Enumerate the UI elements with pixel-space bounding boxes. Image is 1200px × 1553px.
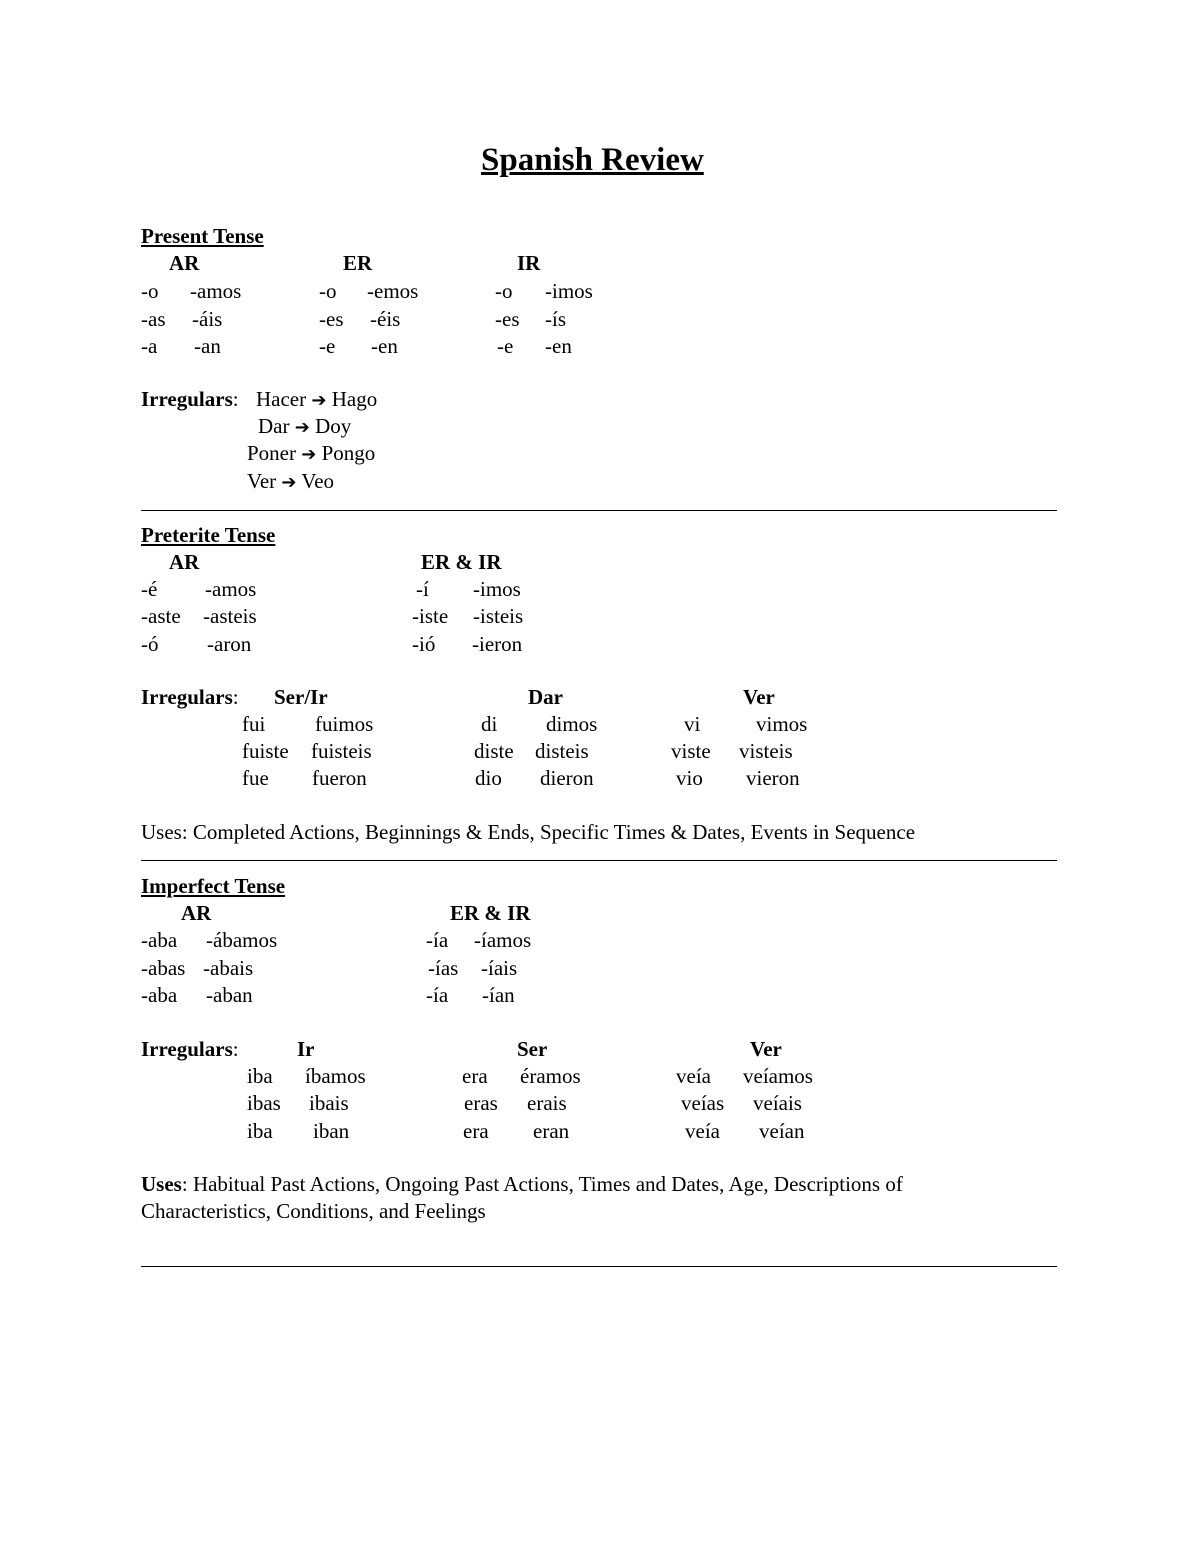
present-ir-1s: -o [495,279,513,303]
imperfect-er-2p: -íais [481,956,518,980]
ver-pret-2p: visteis [739,739,793,763]
ser-imp-2s: eras [464,1091,498,1115]
ver-imp-2p: veíais [753,1091,802,1115]
present-er-2p: -éis [370,307,401,331]
present-ir-3s: -e [497,334,514,358]
dar-2s: diste [474,739,514,763]
ver-pret-1s: vi [684,712,701,736]
imperfect-uses-line-1: Uses: Habitual Past Actions, Ongoing Past Actions, Times and Dates, Age, Descriptions of [141,1172,903,1196]
present-ir-1p: -imos [545,279,593,303]
ser-ir-2s: fuiste [242,739,289,763]
imperfect-ar-3s: -aba [141,983,178,1007]
yo-form: Doy [315,414,352,438]
ver-imp-1s: veía [676,1064,711,1088]
imperfect-er-3s: -ía [426,983,449,1007]
ver-imp-3p: veían [759,1119,805,1143]
ver-pret-1p: vimos [756,712,808,736]
present-ir-2s: -es [495,307,520,331]
irregulars-label-text: Irregulars [141,1037,233,1061]
present-col-ir: IR [517,251,541,275]
imperfect-verb-ir: Ir [297,1037,315,1061]
present-irregular-hacer [256,389,377,410]
imperfect-er-1s: -ía [426,928,449,952]
preterite-verb-ver: Ver [743,685,775,709]
ver-pret-2s: viste [671,739,711,763]
present-er-3s: -e [319,334,336,358]
ir-imp-1p: íbamos [305,1064,366,1088]
imperfect-ar-1s: -aba [141,928,178,952]
uses-text: Habitual Past Actions, Ongoing Past Actions, Times and Dates, Age, Descriptions of [192,1172,903,1196]
present-ir-2p: -ís [545,307,566,331]
preterite-ar-1s: -é [141,577,158,601]
preterite-verb-dar: Dar [528,685,563,709]
section-divider [141,510,1057,511]
preterite-ar-2s: -aste [141,604,181,628]
ver-imp-3s: veía [685,1119,720,1143]
preterite-col-er-ir: ER & IR [421,550,502,574]
irregulars-label-text: Irregulars [141,685,233,709]
infinitive: Poner [247,441,296,465]
ser-ir-1s: fui [242,712,266,736]
preterite-heading: Preterite Tense [141,523,276,547]
preterite-er-1p: -imos [473,577,521,601]
present-ar-3s: -a [141,334,158,358]
infinitive: Hacer [256,387,307,411]
present-irregulars-label: Irregulars: [141,387,239,411]
present-er-2s: -es [319,307,344,331]
section-divider [141,1266,1057,1267]
yo-form: Hago [331,387,378,411]
present-ar-1s: -o [141,279,159,303]
ir-imp-3s: iba [247,1119,273,1143]
imperfect-er-2s: -ías [428,956,459,980]
ser-imp-1p: éramos [520,1064,581,1088]
ir-imp-3p: iban [313,1119,350,1143]
present-irregular-dar [258,416,351,437]
ser-imp-3s: era [463,1119,489,1143]
imperfect-ar-2s: -abas [141,956,186,980]
infinitive: Dar [258,414,290,438]
imperfect-verb-ser: Ser [517,1037,548,1061]
present-col-er: ER [343,251,373,275]
ir-imp-2p: ibais [309,1091,349,1115]
dar-3p: dieron [540,766,594,790]
arrow-right-icon: ➔ [301,444,317,465]
imperfect-verb-ver: Ver [750,1037,782,1061]
present-ar-2s: -as [141,307,166,331]
preterite-ar-1p: -amos [205,577,257,601]
preterite-er-3s: -ió [412,632,436,656]
dar-1p: dimos [546,712,598,736]
dar-2p: disteis [535,739,589,763]
present-ar-3p: -an [194,334,221,358]
dar-3s: dio [475,766,502,790]
ver-imp-1p: veíamos [743,1064,813,1088]
preterite-er-2p: -isteis [473,604,524,628]
ver-pret-3s: vio [676,766,703,790]
ver-imp-2s: veías [681,1091,725,1115]
present-irregular-ver [247,471,334,492]
preterite-ar-2p: -asteis [203,604,257,628]
ser-ir-3s: fue [242,766,269,790]
present-ar-2p: -áis [192,307,223,331]
ser-imp-1s: era [462,1064,488,1088]
imperfect-heading: Imperfect Tense [141,874,286,898]
imperfect-uses-line-2: Characteristics, Conditions, and Feelings [141,1199,486,1223]
imperfect-ar-1p: -ábamos [206,928,278,952]
ser-imp-2p: erais [527,1091,567,1115]
imperfect-col-ar: AR [181,901,212,925]
dar-1s: di [481,712,498,736]
preterite-er-3p: -ieron [472,632,523,656]
imperfect-er-1p: -íamos [474,928,532,952]
ser-ir-3p: fueron [312,766,367,790]
yo-form: Pongo [321,441,376,465]
ser-ir-2p: fuisteis [311,739,372,763]
imperfect-irregulars-label: Irregulars: [141,1037,239,1061]
present-irregular-poner [247,443,375,464]
imperfect-er-3p: -ían [482,983,515,1007]
preterite-ar-3p: -aron [207,632,252,656]
ver-pret-3p: vieron [746,766,800,790]
present-er-1s: -o [319,279,337,303]
present-er-3p: -en [371,334,398,358]
preterite-er-2s: -iste [412,604,449,628]
imperfect-col-er-ir: ER & IR [450,901,531,925]
preterite-irregulars-label: Irregulars: [141,685,239,709]
preterite-er-1s: -í [416,577,429,601]
present-ir-3p: -en [545,334,572,358]
arrow-right-icon: ➔ [281,472,297,493]
yo-form: Veo [301,469,335,493]
ser-imp-3p: eran [533,1119,570,1143]
preterite-verb-ser-ir: Ser/Ir [274,685,328,709]
ser-ir-1p: fuimos [315,712,374,736]
arrow-right-icon: ➔ [311,390,327,411]
infinitive: Ver [247,469,277,493]
present-col-ar: AR [169,251,200,275]
ir-imp-2s: ibas [247,1091,281,1115]
preterite-col-ar: AR [169,550,200,574]
imperfect-ar-3p: -aban [206,983,253,1007]
imperfect-ar-2p: -abais [203,956,254,980]
irregulars-label-text: Irregulars [141,387,233,411]
page-title: Spanish Review [481,142,704,178]
present-ar-1p: -amos [190,279,242,303]
ir-imp-1s: iba [247,1064,273,1088]
present-heading: Present Tense [141,224,264,248]
section-divider [141,860,1057,861]
uses-label: Uses [141,1172,182,1196]
arrow-right-icon: ➔ [294,417,310,438]
preterite-ar-3s: -ó [141,632,159,656]
present-er-1p: -emos [367,279,419,303]
preterite-uses: Uses: Completed Actions, Beginnings & Ends, Specific Times & Dates, Events in Sequence [141,820,916,844]
